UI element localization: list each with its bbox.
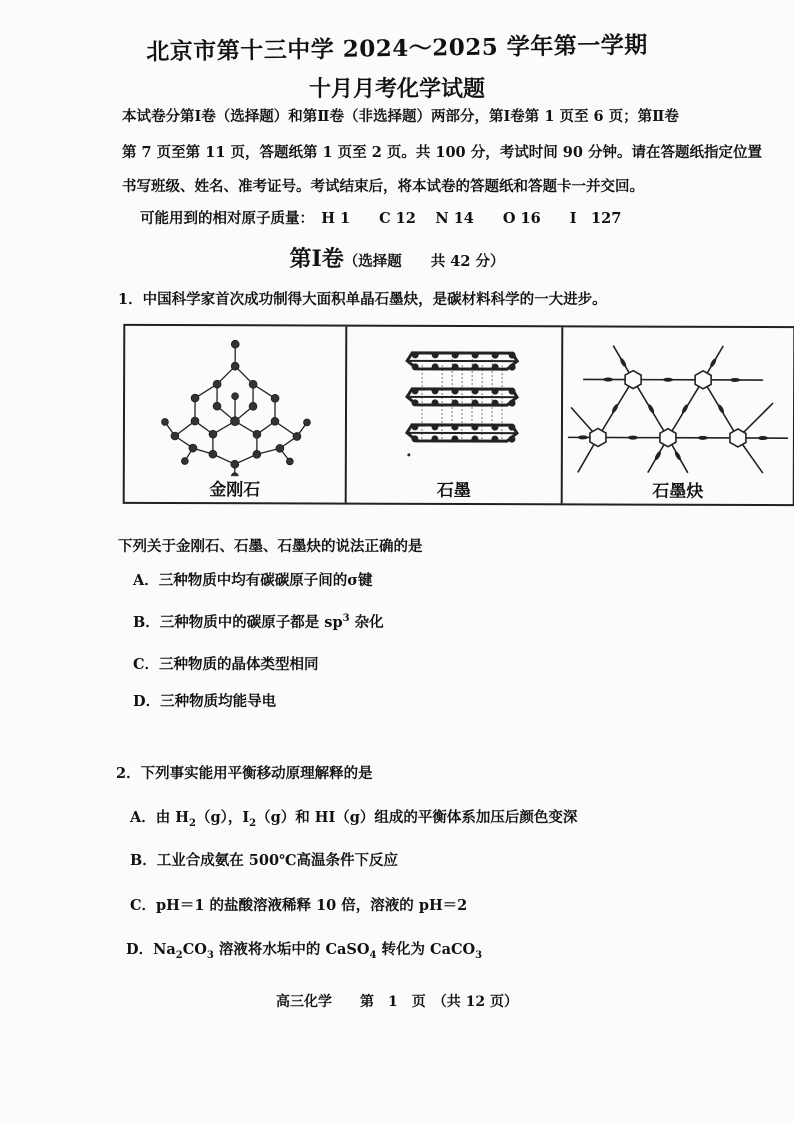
caption-graphdiyne: 石墨炔	[652, 481, 704, 502]
caption-graphite: 石墨	[436, 480, 471, 502]
intro-line-3: 书写班级、姓名、准考证号。考试结束后，将本试卷的答题纸和答题卡一并交回。	[122, 178, 644, 195]
question-2-stem: 2．下列事实能用平衡移动原理解释的是	[116, 765, 373, 782]
figure-cell-graphite	[347, 327, 564, 504]
section-note: （选择题 共 42 分）	[343, 253, 505, 270]
graphdiyne-structure-illustration	[563, 327, 794, 478]
q2-option-a: A．由 $H_2(g)$，$I_2(g)$和 HI（g）组成的平衡体系加压后颜色变深	[130, 809, 578, 829]
figure-cell-graphdiyne	[563, 327, 794, 504]
graphite-structure-illustration	[347, 327, 564, 478]
section-title: 第Ⅰ卷	[289, 246, 344, 272]
q2-option-b: B．工业合成氨在 500℃高温条件下反应	[130, 852, 398, 869]
q1-option-a: A．三种物质中均有碳碳原子间的σ键	[133, 572, 373, 589]
page-footer: 高三化学 第 1 页 （共 12 页）	[276, 994, 518, 1010]
exam-subtitle: 十月月考化学试题	[308, 76, 485, 102]
question-1-prompt: 下列关于金刚石、石墨、石墨炔的说法正确的是	[118, 538, 423, 555]
intro-line-2: 第 7 页至第 11 页，答题纸第 1 页至 2 页。共 100 分，考试时间 90 分钟。请在答题纸指定位置	[122, 144, 762, 161]
diamond-structure-illustration	[125, 326, 348, 477]
question-1-stem: 1．中国科学家首次成功制得大面积单晶石墨炔，是碳材料科学的一大进步。	[118, 291, 607, 308]
figure-cell-diamond	[125, 326, 348, 503]
atomic-masses: 可能用到的相对原子质量： H 1 C 12 N 14 O 16 I 127	[140, 210, 622, 227]
intro-line-1: 本试卷分第Ⅰ卷（选择题）和第Ⅱ卷（非选择题）两部分，第Ⅰ卷第 1 页至 6 页；第Ⅱ卷	[122, 108, 679, 125]
q2-option-d: D．$Na_2CO_3$ 溶液将水垢中的 CaSO$_4$ 转化为 CaCO$_3$	[126, 941, 483, 961]
q1-option-c: C．三种物质的晶体类型相同	[133, 656, 319, 673]
caption-diamond: 金刚石	[209, 480, 261, 501]
exam-title: 北京市第十三中学 2024～2025 学年第一学期	[146, 31, 648, 66]
q1-option-b: B．三种物质中的碳原子都是 $sp^3$ 杂化	[133, 613, 384, 631]
q1-option-d: D．三种物质均能导电	[133, 693, 277, 710]
q2-option-c: C．pH＝1 的盐酸溶液稀释 10 倍，溶液的 pH＝2	[130, 897, 468, 914]
section-heading	[0, 242, 794, 273]
carbon-structures-figure	[123, 324, 794, 506]
